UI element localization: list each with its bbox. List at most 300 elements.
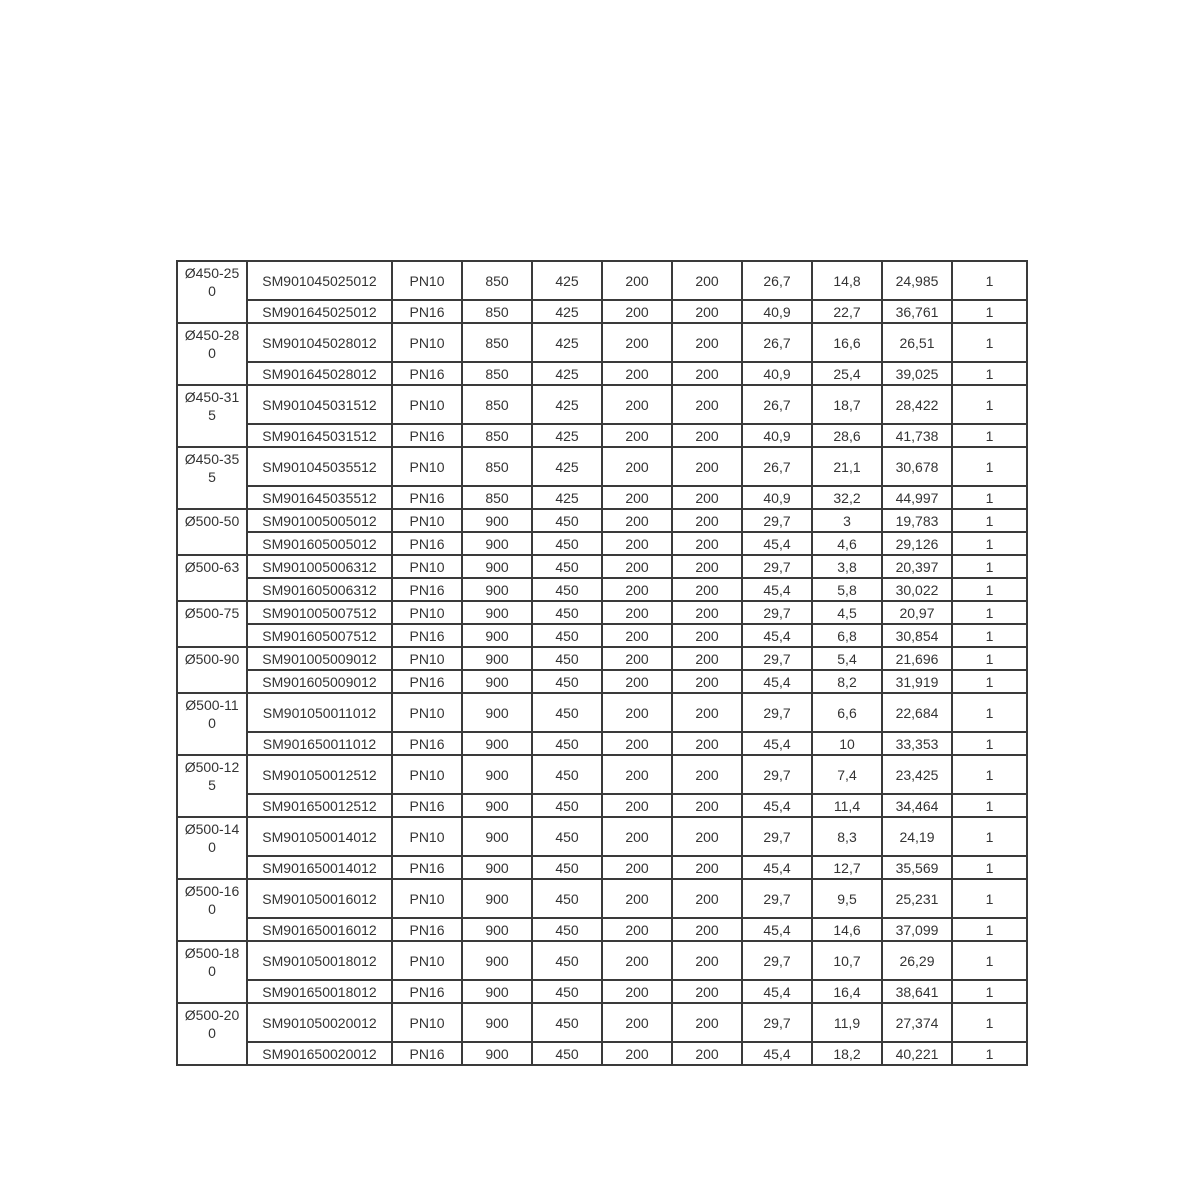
volume-cell: 7,4 bbox=[812, 755, 882, 794]
article-number-cell: SM901645025012 bbox=[247, 300, 392, 323]
dimension-a-cell: 200 bbox=[602, 879, 672, 918]
weight-cell: 45,4 bbox=[742, 624, 812, 647]
weight-cell: 45,4 bbox=[742, 532, 812, 555]
dimension-h-cell: 425 bbox=[532, 261, 602, 300]
total-cell: 23,425 bbox=[882, 755, 952, 794]
total-cell: 38,641 bbox=[882, 980, 952, 1003]
dimension-l-cell: 900 bbox=[462, 980, 532, 1003]
article-number-cell: SM901650014012 bbox=[247, 856, 392, 879]
pressure-class-cell: PN10 bbox=[392, 879, 462, 918]
dimension-b-cell: 200 bbox=[672, 693, 742, 732]
dimension-h-cell: 425 bbox=[532, 385, 602, 424]
quantity-cell: 1 bbox=[952, 555, 1027, 578]
dimension-a-cell: 200 bbox=[602, 601, 672, 624]
article-number-cell: SM901605006312 bbox=[247, 578, 392, 601]
pressure-class-cell: PN10 bbox=[392, 385, 462, 424]
size-cell bbox=[177, 941, 247, 980]
volume-cell: 18,7 bbox=[812, 385, 882, 424]
dimension-h-cell: 450 bbox=[532, 624, 602, 647]
article-number-cell: SM901045035512 bbox=[247, 447, 392, 486]
total-cell: 24,19 bbox=[882, 817, 952, 856]
weight-cell: 26,7 bbox=[742, 261, 812, 300]
dimension-l-cell: 900 bbox=[462, 1042, 532, 1065]
size-cell bbox=[177, 856, 247, 879]
article-number-cell: SM901650020012 bbox=[247, 1042, 392, 1065]
weight-cell: 29,7 bbox=[742, 555, 812, 578]
dimension-l-cell: 850 bbox=[462, 486, 532, 509]
weight-cell: 29,7 bbox=[742, 647, 812, 670]
dimension-b-cell: 200 bbox=[672, 532, 742, 555]
table-row bbox=[177, 918, 1027, 941]
quantity-cell: 1 bbox=[952, 670, 1027, 693]
size-label: Ø500-180 bbox=[184, 945, 240, 979]
dimension-b-cell: 200 bbox=[672, 755, 742, 794]
weight-cell: 29,7 bbox=[742, 1003, 812, 1042]
dimension-a-cell: 200 bbox=[602, 300, 672, 323]
article-number-cell: SM901605009012 bbox=[247, 670, 392, 693]
size-cell bbox=[177, 755, 247, 794]
dimension-b-cell: 200 bbox=[672, 261, 742, 300]
pressure-class-cell: PN16 bbox=[392, 1042, 462, 1065]
total-cell: 39,025 bbox=[882, 362, 952, 385]
total-cell: 26,29 bbox=[882, 941, 952, 980]
dimension-a-cell: 200 bbox=[602, 1042, 672, 1065]
size-label: Ø500-110 bbox=[185, 697, 239, 731]
dimension-a-cell: 200 bbox=[602, 647, 672, 670]
dimension-b-cell: 200 bbox=[672, 624, 742, 647]
dimension-b-cell: 200 bbox=[672, 323, 742, 362]
size-cell bbox=[177, 601, 247, 624]
weight-cell: 29,7 bbox=[742, 601, 812, 624]
article-number-cell: SM901005005012 bbox=[247, 509, 392, 532]
dimension-b-cell: 200 bbox=[672, 362, 742, 385]
size-label: Ø500-140 bbox=[184, 821, 240, 855]
weight-cell: 40,9 bbox=[742, 300, 812, 323]
pressure-class-cell: PN10 bbox=[392, 941, 462, 980]
dimension-h-cell: 450 bbox=[532, 817, 602, 856]
pressure-class-cell: PN10 bbox=[392, 323, 462, 362]
weight-cell: 29,7 bbox=[742, 509, 812, 532]
volume-cell: 11,4 bbox=[812, 794, 882, 817]
quantity-cell: 1 bbox=[952, 941, 1027, 980]
table-row bbox=[177, 323, 1027, 362]
quantity-cell: 1 bbox=[952, 323, 1027, 362]
dimension-a-cell: 200 bbox=[602, 424, 672, 447]
size-cell bbox=[177, 647, 247, 670]
table-row bbox=[177, 261, 1027, 300]
table-row bbox=[177, 670, 1027, 693]
size-cell bbox=[177, 578, 247, 601]
dimension-l-cell: 900 bbox=[462, 794, 532, 817]
volume-cell: 21,1 bbox=[812, 447, 882, 486]
table-row bbox=[177, 447, 1027, 486]
dimension-a-cell: 200 bbox=[602, 578, 672, 601]
dimension-h-cell: 425 bbox=[532, 323, 602, 362]
dimension-a-cell: 200 bbox=[602, 486, 672, 509]
dimension-h-cell: 450 bbox=[532, 941, 602, 980]
weight-cell: 40,9 bbox=[742, 362, 812, 385]
weight-cell: 29,7 bbox=[742, 817, 812, 856]
dimension-b-cell: 200 bbox=[672, 385, 742, 424]
volume-cell: 6,8 bbox=[812, 624, 882, 647]
size-cell bbox=[177, 794, 247, 817]
total-cell: 20,397 bbox=[882, 555, 952, 578]
article-number-cell: SM901045025012 bbox=[247, 261, 392, 300]
dimension-b-cell: 200 bbox=[672, 817, 742, 856]
dimension-h-cell: 425 bbox=[532, 486, 602, 509]
volume-cell: 16,6 bbox=[812, 323, 882, 362]
weight-cell: 45,4 bbox=[742, 918, 812, 941]
size-label: Ø450-315 bbox=[184, 389, 240, 423]
total-cell: 40,221 bbox=[882, 1042, 952, 1065]
dimension-l-cell: 900 bbox=[462, 732, 532, 755]
table-row bbox=[177, 879, 1027, 918]
dimension-l-cell: 900 bbox=[462, 532, 532, 555]
volume-cell: 12,7 bbox=[812, 856, 882, 879]
size-label: Ø500-200 bbox=[184, 1007, 240, 1041]
dimension-b-cell: 200 bbox=[672, 424, 742, 447]
dimension-h-cell: 450 bbox=[532, 647, 602, 670]
dimension-l-cell: 900 bbox=[462, 647, 532, 670]
volume-cell: 18,2 bbox=[812, 1042, 882, 1065]
total-cell: 21,696 bbox=[882, 647, 952, 670]
dimension-l-cell: 900 bbox=[462, 755, 532, 794]
dimension-h-cell: 425 bbox=[532, 447, 602, 486]
volume-cell: 3 bbox=[812, 509, 882, 532]
volume-cell: 11,9 bbox=[812, 1003, 882, 1042]
table-row bbox=[177, 647, 1027, 670]
size-cell bbox=[177, 385, 247, 424]
weight-cell: 45,4 bbox=[742, 980, 812, 1003]
size-label: Ø500-90 bbox=[184, 651, 240, 667]
dimension-b-cell: 200 bbox=[672, 509, 742, 532]
total-cell: 25,231 bbox=[882, 879, 952, 918]
volume-cell: 4,5 bbox=[812, 601, 882, 624]
volume-cell: 14,8 bbox=[812, 261, 882, 300]
total-cell: 41,738 bbox=[882, 424, 952, 447]
article-number-cell: SM901005009012 bbox=[247, 647, 392, 670]
dimension-h-cell: 450 bbox=[532, 1003, 602, 1042]
dimension-l-cell: 900 bbox=[462, 624, 532, 647]
total-cell: 29,126 bbox=[882, 532, 952, 555]
dimension-b-cell: 200 bbox=[672, 555, 742, 578]
quantity-cell: 1 bbox=[952, 447, 1027, 486]
dimension-l-cell: 850 bbox=[462, 300, 532, 323]
dimension-h-cell: 450 bbox=[532, 980, 602, 1003]
size-cell bbox=[177, 555, 247, 578]
dimension-h-cell: 450 bbox=[532, 555, 602, 578]
pressure-class-cell: PN10 bbox=[392, 817, 462, 856]
table-row bbox=[177, 732, 1027, 755]
volume-cell: 4,6 bbox=[812, 532, 882, 555]
weight-cell: 45,4 bbox=[742, 578, 812, 601]
article-number-cell: SM901645028012 bbox=[247, 362, 392, 385]
size-label: Ø500-63 bbox=[184, 559, 240, 575]
table-row bbox=[177, 601, 1027, 624]
dimension-a-cell: 200 bbox=[602, 817, 672, 856]
size-cell bbox=[177, 1003, 247, 1042]
dimension-l-cell: 900 bbox=[462, 555, 532, 578]
dimension-h-cell: 450 bbox=[532, 532, 602, 555]
dimension-a-cell: 200 bbox=[602, 670, 672, 693]
dimension-b-cell: 200 bbox=[672, 1003, 742, 1042]
pressure-class-cell: PN10 bbox=[392, 1003, 462, 1042]
dimension-h-cell: 450 bbox=[532, 601, 602, 624]
size-cell bbox=[177, 732, 247, 755]
dimension-b-cell: 200 bbox=[672, 486, 742, 509]
dimension-l-cell: 850 bbox=[462, 362, 532, 385]
table-row bbox=[177, 424, 1027, 447]
article-number-cell: SM901605007512 bbox=[247, 624, 392, 647]
article-number-cell: SM901050012512 bbox=[247, 755, 392, 794]
dimension-a-cell: 200 bbox=[602, 532, 672, 555]
size-cell bbox=[177, 424, 247, 447]
dimension-b-cell: 200 bbox=[672, 447, 742, 486]
article-number-cell: SM901045031512 bbox=[247, 385, 392, 424]
quantity-cell: 1 bbox=[952, 300, 1027, 323]
dimension-b-cell: 200 bbox=[672, 856, 742, 879]
dimension-a-cell: 200 bbox=[602, 555, 672, 578]
dimension-h-cell: 450 bbox=[532, 794, 602, 817]
table-body bbox=[177, 261, 1027, 1065]
pressure-class-cell: PN10 bbox=[392, 755, 462, 794]
size-label: Ø450-280 bbox=[184, 327, 240, 361]
volume-cell: 5,8 bbox=[812, 578, 882, 601]
article-number-cell: SM901005007512 bbox=[247, 601, 392, 624]
weight-cell: 26,7 bbox=[742, 447, 812, 486]
quantity-cell: 1 bbox=[952, 624, 1027, 647]
article-number-cell: SM901050020012 bbox=[247, 1003, 392, 1042]
total-cell: 22,684 bbox=[882, 693, 952, 732]
weight-cell: 45,4 bbox=[742, 794, 812, 817]
volume-cell: 22,7 bbox=[812, 300, 882, 323]
dimension-h-cell: 450 bbox=[532, 732, 602, 755]
table-row bbox=[177, 1042, 1027, 1065]
volume-cell: 10,7 bbox=[812, 941, 882, 980]
table-row bbox=[177, 755, 1027, 794]
size-label: Ø450-250 bbox=[184, 265, 240, 299]
article-number-cell: SM901045028012 bbox=[247, 323, 392, 362]
pressure-class-cell: PN16 bbox=[392, 918, 462, 941]
dimension-a-cell: 200 bbox=[602, 509, 672, 532]
dimension-a-cell: 200 bbox=[602, 980, 672, 1003]
volume-cell: 28,6 bbox=[812, 424, 882, 447]
weight-cell: 26,7 bbox=[742, 385, 812, 424]
article-number-cell: SM901050018012 bbox=[247, 941, 392, 980]
dimension-a-cell: 200 bbox=[602, 624, 672, 647]
table-row bbox=[177, 486, 1027, 509]
size-cell bbox=[177, 670, 247, 693]
pressure-class-cell: PN10 bbox=[392, 509, 462, 532]
total-cell: 36,761 bbox=[882, 300, 952, 323]
dimension-b-cell: 200 bbox=[672, 879, 742, 918]
dimension-h-cell: 450 bbox=[532, 918, 602, 941]
dimension-l-cell: 850 bbox=[462, 447, 532, 486]
spec-table bbox=[176, 260, 1028, 1066]
weight-cell: 29,7 bbox=[742, 755, 812, 794]
volume-cell: 32,2 bbox=[812, 486, 882, 509]
volume-cell: 5,4 bbox=[812, 647, 882, 670]
quantity-cell: 1 bbox=[952, 486, 1027, 509]
weight-cell: 40,9 bbox=[742, 486, 812, 509]
dimension-l-cell: 850 bbox=[462, 385, 532, 424]
dimension-b-cell: 200 bbox=[672, 670, 742, 693]
dimension-l-cell: 850 bbox=[462, 424, 532, 447]
article-number-cell: SM901005006312 bbox=[247, 555, 392, 578]
table-row bbox=[177, 794, 1027, 817]
dimension-l-cell: 900 bbox=[462, 817, 532, 856]
size-cell bbox=[177, 323, 247, 362]
size-label: Ø500-125 bbox=[184, 759, 240, 793]
total-cell: 20,97 bbox=[882, 601, 952, 624]
pressure-class-cell: PN16 bbox=[392, 532, 462, 555]
dimension-h-cell: 450 bbox=[532, 755, 602, 794]
table-row bbox=[177, 555, 1027, 578]
pressure-class-cell: PN16 bbox=[392, 578, 462, 601]
volume-cell: 6,6 bbox=[812, 693, 882, 732]
total-cell: 34,464 bbox=[882, 794, 952, 817]
volume-cell: 3,8 bbox=[812, 555, 882, 578]
size-cell bbox=[177, 486, 247, 509]
table-row bbox=[177, 300, 1027, 323]
article-number-cell: SM901650018012 bbox=[247, 980, 392, 1003]
quantity-cell: 1 bbox=[952, 755, 1027, 794]
table-row bbox=[177, 817, 1027, 856]
dimension-b-cell: 200 bbox=[672, 1042, 742, 1065]
quantity-cell: 1 bbox=[952, 532, 1027, 555]
volume-cell: 16,4 bbox=[812, 980, 882, 1003]
size-cell bbox=[177, 693, 247, 732]
pressure-class-cell: PN16 bbox=[392, 300, 462, 323]
article-number-cell: SM901050011012 bbox=[247, 693, 392, 732]
dimension-b-cell: 200 bbox=[672, 980, 742, 1003]
quantity-cell: 1 bbox=[952, 261, 1027, 300]
dimension-a-cell: 200 bbox=[602, 941, 672, 980]
weight-cell: 45,4 bbox=[742, 1042, 812, 1065]
size-cell bbox=[177, 918, 247, 941]
size-label: Ø500-75 bbox=[184, 605, 240, 621]
pressure-class-cell: PN16 bbox=[392, 624, 462, 647]
table-row bbox=[177, 578, 1027, 601]
total-cell: 28,422 bbox=[882, 385, 952, 424]
quantity-cell: 1 bbox=[952, 385, 1027, 424]
table-row bbox=[177, 980, 1027, 1003]
article-number-cell: SM901645035512 bbox=[247, 486, 392, 509]
quantity-cell: 1 bbox=[952, 1003, 1027, 1042]
dimension-h-cell: 450 bbox=[532, 693, 602, 732]
dimension-h-cell: 450 bbox=[532, 856, 602, 879]
dimension-l-cell: 900 bbox=[462, 879, 532, 918]
pressure-class-cell: PN10 bbox=[392, 693, 462, 732]
dimension-l-cell: 900 bbox=[462, 670, 532, 693]
dimension-b-cell: 200 bbox=[672, 941, 742, 980]
total-cell: 24,985 bbox=[882, 261, 952, 300]
volume-cell: 10 bbox=[812, 732, 882, 755]
dimension-h-cell: 425 bbox=[532, 424, 602, 447]
article-number-cell: SM901650016012 bbox=[247, 918, 392, 941]
pressure-class-cell: PN16 bbox=[392, 980, 462, 1003]
dimension-h-cell: 450 bbox=[532, 1042, 602, 1065]
dimension-l-cell: 900 bbox=[462, 941, 532, 980]
dimension-a-cell: 200 bbox=[602, 362, 672, 385]
volume-cell: 25,4 bbox=[812, 362, 882, 385]
pressure-class-cell: PN16 bbox=[392, 856, 462, 879]
dimension-b-cell: 200 bbox=[672, 578, 742, 601]
table-row bbox=[177, 856, 1027, 879]
weight-cell: 26,7 bbox=[742, 323, 812, 362]
volume-cell: 14,6 bbox=[812, 918, 882, 941]
table-row bbox=[177, 362, 1027, 385]
article-number-cell: SM901650012512 bbox=[247, 794, 392, 817]
dimension-a-cell: 200 bbox=[602, 1003, 672, 1042]
size-cell bbox=[177, 624, 247, 647]
total-cell: 27,374 bbox=[882, 1003, 952, 1042]
dimension-a-cell: 200 bbox=[602, 755, 672, 794]
table-row bbox=[177, 693, 1027, 732]
quantity-cell: 1 bbox=[952, 918, 1027, 941]
quantity-cell: 1 bbox=[952, 980, 1027, 1003]
dimension-a-cell: 200 bbox=[602, 385, 672, 424]
dimension-b-cell: 200 bbox=[672, 732, 742, 755]
dimension-b-cell: 200 bbox=[672, 647, 742, 670]
size-cell bbox=[177, 447, 247, 486]
quantity-cell: 1 bbox=[952, 578, 1027, 601]
weight-cell: 45,4 bbox=[742, 856, 812, 879]
size-cell bbox=[177, 879, 247, 918]
dimension-h-cell: 450 bbox=[532, 578, 602, 601]
total-cell: 30,678 bbox=[882, 447, 952, 486]
dimension-a-cell: 200 bbox=[602, 693, 672, 732]
size-cell bbox=[177, 532, 247, 555]
dimension-l-cell: 900 bbox=[462, 856, 532, 879]
pressure-class-cell: PN16 bbox=[392, 362, 462, 385]
size-cell bbox=[177, 300, 247, 323]
dimension-a-cell: 200 bbox=[602, 732, 672, 755]
size-label: Ø500-160 bbox=[184, 883, 240, 917]
dimension-a-cell: 200 bbox=[602, 323, 672, 362]
dimension-l-cell: 900 bbox=[462, 693, 532, 732]
dimension-h-cell: 450 bbox=[532, 879, 602, 918]
dimension-b-cell: 200 bbox=[672, 601, 742, 624]
quantity-cell: 1 bbox=[952, 879, 1027, 918]
dimension-a-cell: 200 bbox=[602, 261, 672, 300]
table-row bbox=[177, 509, 1027, 532]
dimension-l-cell: 900 bbox=[462, 578, 532, 601]
size-cell bbox=[177, 362, 247, 385]
size-cell bbox=[177, 980, 247, 1003]
dimension-l-cell: 900 bbox=[462, 918, 532, 941]
quantity-cell: 1 bbox=[952, 1042, 1027, 1065]
table-row bbox=[177, 941, 1027, 980]
quantity-cell: 1 bbox=[952, 693, 1027, 732]
table-row bbox=[177, 532, 1027, 555]
size-label: Ø450-355 bbox=[184, 451, 240, 485]
dimension-b-cell: 200 bbox=[672, 918, 742, 941]
table-row bbox=[177, 1003, 1027, 1042]
weight-cell: 29,7 bbox=[742, 693, 812, 732]
total-cell: 33,353 bbox=[882, 732, 952, 755]
pressure-class-cell: PN16 bbox=[392, 486, 462, 509]
total-cell: 30,022 bbox=[882, 578, 952, 601]
dimension-a-cell: 200 bbox=[602, 856, 672, 879]
article-number-cell: SM901605005012 bbox=[247, 532, 392, 555]
pressure-class-cell: PN16 bbox=[392, 424, 462, 447]
quantity-cell: 1 bbox=[952, 509, 1027, 532]
weight-cell: 29,7 bbox=[742, 879, 812, 918]
total-cell: 30,854 bbox=[882, 624, 952, 647]
total-cell: 44,997 bbox=[882, 486, 952, 509]
total-cell: 31,919 bbox=[882, 670, 952, 693]
